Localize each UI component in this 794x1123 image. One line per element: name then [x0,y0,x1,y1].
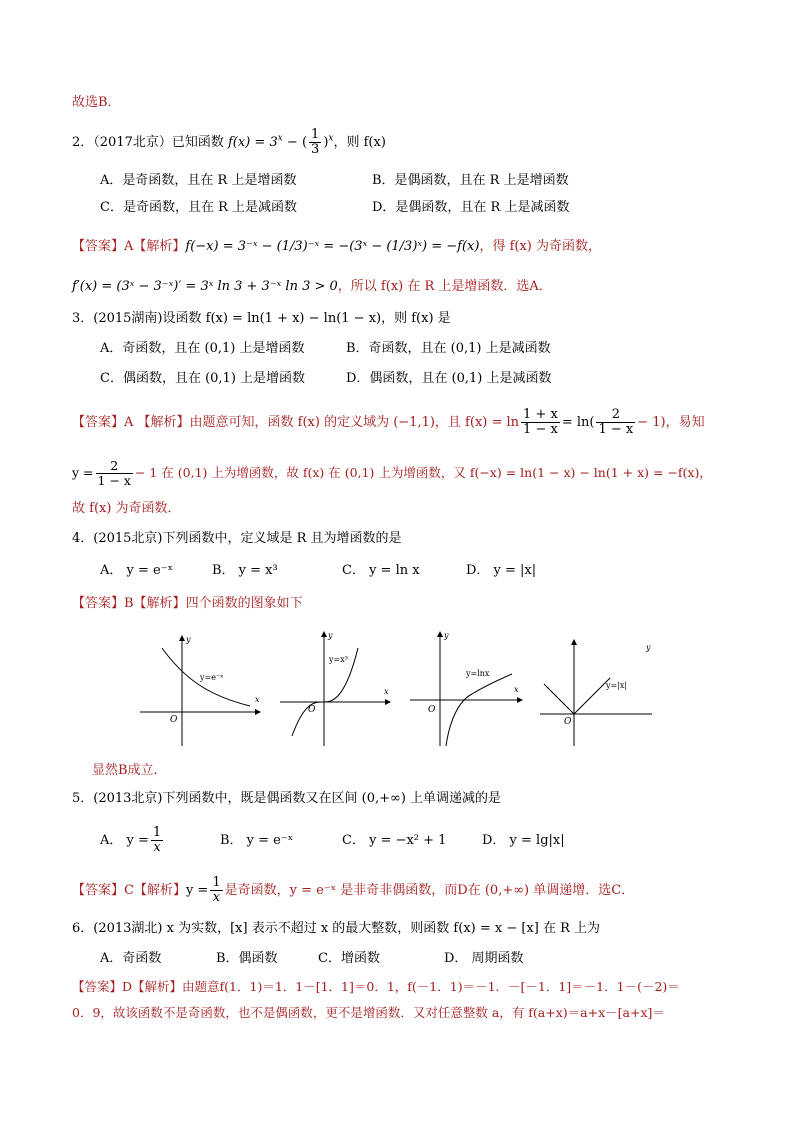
q6-option-b: B．偶函数 [216,951,278,966]
q4-option-c: C． y = ln x [342,563,420,578]
q6-option-d: D． 周期函数 [444,951,524,966]
q2-sup1: x [277,133,283,144]
q3-answer-frac2 [596,408,635,437]
q5-option-c: C． y = −x² + 1 [342,833,447,848]
q2-option-c: C．是奇函数，且在 R 上是减函数 [100,200,297,215]
g4-origin: O [564,717,572,727]
q3-f1-den: 1 − x [523,422,558,437]
q3-answer-tag: 【答案】A 【解析】 [72,415,190,430]
g1-axis-y: y [186,635,191,644]
q6-option-c: C．增函数 [318,951,380,966]
g2-origin: O [308,705,316,715]
q4-answer [72,595,794,613]
q3-a2-den: 1 − x [97,473,131,488]
q3-f2-num: 2 [596,408,635,423]
graph-exp-decay [140,635,260,746]
q3-option-b: B．奇函数，且在 (0,1) 上是减函数 [346,341,551,356]
q3-answer-frac1 [521,408,560,437]
q3-a2-num: 2 [96,459,133,474]
function-graphs [140,628,660,750]
q2-option-d: D．是偶函数，且在 R 上是减函数 [372,200,570,215]
q6-answer-tag: 【答案】D【解析】 [72,979,183,994]
question-6: 6．(2013湖北) x 为实数，[x] 表示不超过 x 的最大整数，则函数 f(x) = x − [x] 在 R 上为 [72,921,601,936]
q3-option-a: A．奇函数，且在 (0,1) 上是增函数 [100,341,305,356]
q3-option-d: D．偶函数，且在 (0,1) 上是减函数 [346,371,552,386]
q2-answer-tail: ，得 f(x) 为奇函数， [479,239,601,254]
g3-origin: O [428,705,436,715]
q5-answer-pre: y = [185,883,209,898]
q3-option-c: C．偶函数，且在 (0,1) 上是增函数 [100,371,306,386]
graph-abs [540,640,652,746]
q6-answer-2: 0．9，故该函数不是奇函数，也不是偶函数，更不是增函数．又对任意整数 a，有 f(a+x)＝a+x－[a+x]＝ [72,1005,665,1020]
q2-tail: ，则 f(x) [333,135,386,150]
q2-minus: − ( [282,135,308,150]
q5-a-num: 1 [152,825,162,840]
g3-axis-x: x [514,685,519,694]
q4-option-b: B． y = x³ [212,563,278,578]
graph-cubic [280,631,390,746]
q3-answer2-pre: y = [72,465,94,480]
q2-answer-tag: 【答案】A【解析】 [72,239,186,254]
q6-option-a: A．奇函数 [100,951,162,966]
g3-label: y=lnx [466,669,490,678]
q5-a-pre: A． y = [100,833,149,848]
q2-answer-2 [72,278,794,296]
q2-sup2: x [328,133,334,144]
q5-ans-den: x [212,890,221,905]
question-2: 2．（2017北京）已知函数 $f(x) = 3^x$ − ( $\frac{1}{3}$ )$^x$，则 f(x) [72,127,386,157]
q3-answer2-text: − 1 在 (0,1) 上为增函数，故 f(x) 在 (0,1) 上为增函数，又 f(−x) = ln(1 − x) − ln(1 + x) = −f(x)， [134,465,712,480]
g3-axis-y: y [444,631,449,640]
q5-a-den: x [153,840,161,855]
q3-answer2-frac [96,459,133,488]
conclusion-text: 故选B． [72,95,121,110]
question-5: 5．(2013北京)下列函数中，既是偶函数又在区间 (0,+∞) 上单调递减的是 [72,791,502,806]
g2-label: y=x³ [329,655,348,664]
q2-answer [72,238,794,256]
g2-axis-x: x [384,687,389,696]
g4-label: y=|x| [606,681,628,690]
q5-a-frac [151,826,163,855]
g1-origin: O [170,715,178,725]
q4-conclusion: 显然B成立． [92,763,167,778]
q5-ans-num: 1 [212,875,221,890]
q4-option-d: D． y = |x| [466,563,537,578]
q5-answer-tag: 【答案】C【解析】 [72,883,186,898]
q2-option-b: B．是偶函数，且在 R 上是增函数 [372,173,569,188]
q2-answer2-tail: ，所以 f(x) 在 R 上是增函数．选A． [337,279,552,294]
q2-frac-num: 1 [311,127,320,142]
q2-fraction [309,128,321,157]
q3-f2-den: 1 − x [598,422,634,437]
q2-answer2-expr: f′(x) = (3ˣ − 3⁻ˣ)′ = 3ˣ ln 3 + 3⁻ˣ ln 3 > 0 [72,279,338,294]
q4-answer-tag: 【答案】B【解析】 [72,596,186,611]
q6-answer-text: 由题意f(1．1)＝1．1－[1．1]＝0．1，f(－1．1)＝－1．－[－1．1]＝－1．1－(－2)＝ [182,979,680,994]
q3-answer-end: − 1)，易知 [637,415,705,430]
q5-option-b: B． y = e⁻ˣ [220,833,294,848]
q5-answer [72,876,794,905]
g1-axis-x: x [255,695,260,704]
q2-head: 2．（2017北京）已知函数 [72,135,224,150]
question-4: 4．(2015北京)下列函数中，定义域是 R 且为增函数的是 [72,531,402,546]
q4-answer-text: 四个函数的图象如下 [185,596,303,611]
q3-answer-3: 故 f(x) 为奇函数． [72,501,181,516]
g1-label: y=e⁻ˣ [200,673,224,682]
graph-log [410,631,522,746]
q3-answer-text: 由题意可知，函数 f(x) 的定义域为 (−1,1)，且 f(x) = ln [189,415,520,430]
q2-option-a: A．是奇函数，且在 R 上是增函数 [100,173,297,188]
q4-option-a: A． y = e⁻ˣ [100,563,174,578]
q6-answer [72,978,794,996]
g4-axis-y: y [646,643,651,652]
question-3: 3．(2015湖南)设函数 f(x) = ln(1 + x) − ln(1 − x)，则 f(x) 是 [72,311,451,326]
q2-frac-den: 3 [311,142,320,157]
g2-axis-y: y [328,631,333,640]
q3-answer-mid: = ln( [561,415,595,430]
q3-f1-num: 1 + x [523,407,558,422]
q5-answer-frac [210,876,222,905]
q2-fx: f(x) = 3 [228,135,278,150]
q3-answer [72,408,794,438]
q5-answer-text: 是奇函数，y = e⁻ˣ 是非奇非偶函数，而D在 (0,+∞) 单调递增．选C． [224,883,635,898]
q2-answer-expr: f(−x) = 3⁻ˣ − (1/3)⁻ˣ = −(3ˣ − (1/3)ˣ) = −f(x) [185,239,480,254]
q3-answer-2 [72,458,794,488]
q5-option-d: D． y = lg|x| [482,833,565,848]
